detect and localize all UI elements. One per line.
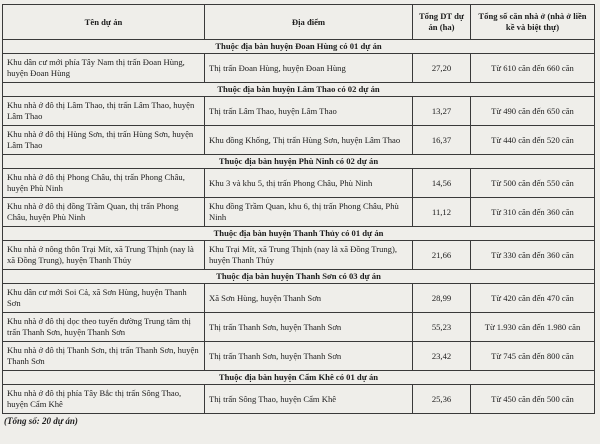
table-row bbox=[3, 198, 595, 227]
table-row bbox=[3, 385, 595, 414]
project-units: Từ 450 căn đến 500 căn bbox=[471, 385, 595, 414]
project-units: Từ 310 căn đến 360 căn bbox=[471, 198, 595, 227]
project-name: Khu nhà ở đô thị đồng Trầm Quan, thị trấn Phong Châu, huyện Phù Ninh bbox=[3, 198, 205, 227]
project-name: Khu dân cư mới phía Tây Nam thị trấn Đoan Hùng, huyện Đoan Hùng bbox=[3, 54, 205, 83]
group-row bbox=[3, 83, 595, 97]
group-row bbox=[3, 371, 595, 385]
project-location: Thị trấn Thanh Sơn, huyện Thanh Sơn bbox=[205, 313, 413, 342]
table-row bbox=[3, 126, 595, 155]
project-area: 14,56 bbox=[413, 169, 471, 198]
project-location: Khu đồng Khống, Thị trấn Hùng Sơn, huyện Lâm Thao bbox=[205, 126, 413, 155]
project-area: 55,23 bbox=[413, 313, 471, 342]
project-location: Thị trấn Thanh Sơn, huyện Thanh Sơn bbox=[205, 342, 413, 371]
project-units: Từ 440 căn đến 520 căn bbox=[471, 126, 595, 155]
project-location: Thị trấn Sông Thao, huyện Cẩm Khê bbox=[205, 385, 413, 414]
project-units: Từ 490 căn đến 650 căn bbox=[471, 97, 595, 126]
project-name: Khu nhà ở đô thị dọc theo tuyến đường Trung tâm thị trấn Thanh Sơn, huyện Thanh Sơn bbox=[3, 313, 205, 342]
group-title: Thuộc địa bàn huyện Phù Ninh có 02 dự án bbox=[3, 155, 595, 169]
group-row bbox=[3, 155, 595, 169]
group-row bbox=[3, 227, 595, 241]
project-area: 16,37 bbox=[413, 126, 471, 155]
project-name: Khu nhà ở nông thôn Trại Mít, xã Trung Thịnh (nay là xã Đồng Trung), huyện Thanh Thủy bbox=[3, 241, 205, 270]
header-row bbox=[3, 5, 595, 40]
group-row bbox=[3, 270, 595, 284]
project-name: Khu dân cư mới Soi Cả, xã Sơn Hùng, huyện Thanh Sơn bbox=[3, 284, 205, 313]
project-location: Thị trấn Lâm Thao, huyện Lâm Thao bbox=[205, 97, 413, 126]
project-area: 11,12 bbox=[413, 198, 471, 227]
group-title: Thuộc địa bàn huyện Thanh Thủy có 01 dự án bbox=[3, 227, 595, 241]
group-title: Thuộc địa bàn huyện Cẩm Khê có 01 dự án bbox=[3, 371, 595, 385]
table-row bbox=[3, 284, 595, 313]
header-location: Địa điểm bbox=[205, 5, 413, 40]
project-location: Xã Sơn Hùng, huyện Thanh Sơn bbox=[205, 284, 413, 313]
project-area: 23,42 bbox=[413, 342, 471, 371]
project-area: 25,36 bbox=[413, 385, 471, 414]
table-row bbox=[3, 169, 595, 198]
table-row bbox=[3, 342, 595, 371]
table-row bbox=[3, 97, 595, 126]
project-name: Khu nhà ở đô thị Hùng Sơn, thị trấn Hùng Sơn, huyện Lâm Thao bbox=[3, 126, 205, 155]
project-name: Khu nhà ở đô thị Phong Châu, thị trấn Phong Châu, huyện Phù Ninh bbox=[3, 169, 205, 198]
group-title: Thuộc địa bàn huyện Thanh Sơn có 03 dự án bbox=[3, 270, 595, 284]
project-location: Khu Trại Mít, xã Trung Thịnh (nay là xã Đồng Trung), huyện Thanh Thủy bbox=[205, 241, 413, 270]
table-row bbox=[3, 54, 595, 83]
project-units: Từ 330 căn đến 360 căn bbox=[471, 241, 595, 270]
project-location: Khu 3 và khu 5, thị trấn Phong Châu, Phù Ninh bbox=[205, 169, 413, 198]
group-row bbox=[3, 40, 595, 54]
projects-table bbox=[2, 4, 595, 414]
project-units: Từ 420 căn đến 470 căn bbox=[471, 284, 595, 313]
project-area: 27,20 bbox=[413, 54, 471, 83]
project-name: Khu nhà ở đô thị Thanh Sơn, thị trấn Thanh Sơn, huyện Thanh Sơn bbox=[3, 342, 205, 371]
project-units: Từ 745 căn đến 800 căn bbox=[471, 342, 595, 371]
project-units: Từ 610 căn đến 660 căn bbox=[471, 54, 595, 83]
group-title: Thuộc địa bàn huyện Lâm Thao có 02 dự án bbox=[3, 83, 595, 97]
project-location: Thị trấn Đoan Hùng, huyện Đoan Hùng bbox=[205, 54, 413, 83]
table-row bbox=[3, 313, 595, 342]
table-body bbox=[3, 40, 595, 414]
project-area: 28,99 bbox=[413, 284, 471, 313]
project-name: Khu nhà ở đô thị Lâm Thao, thị trấn Lâm Thao, huyện Lâm Thao bbox=[3, 97, 205, 126]
project-location: Khu đồng Trầm Quan, khu 6, thị trấn Phong Châu, Phù Ninh bbox=[205, 198, 413, 227]
header-units: Tổng số căn nhà ở (nhà ở liền kề và biệt thự) bbox=[471, 5, 595, 40]
project-name: Khu nhà ở đô thị phía Tây Bắc thị trấn Sông Thao, huyện Cẩm Khê bbox=[3, 385, 205, 414]
group-title: Thuộc địa bàn huyện Đoan Hùng có 01 dự án bbox=[3, 40, 595, 54]
header-area: Tổng DT dự án (ha) bbox=[413, 5, 471, 40]
header-name: Tên dự án bbox=[3, 5, 205, 40]
project-units: Từ 1.930 căn đến 1.980 căn bbox=[471, 313, 595, 342]
project-units: Từ 500 căn đến 550 căn bbox=[471, 169, 595, 198]
project-area: 13,27 bbox=[413, 97, 471, 126]
project-area: 21,66 bbox=[413, 241, 471, 270]
total-note: (Tổng số: 20 dự án) bbox=[4, 416, 78, 426]
table-row bbox=[3, 241, 595, 270]
